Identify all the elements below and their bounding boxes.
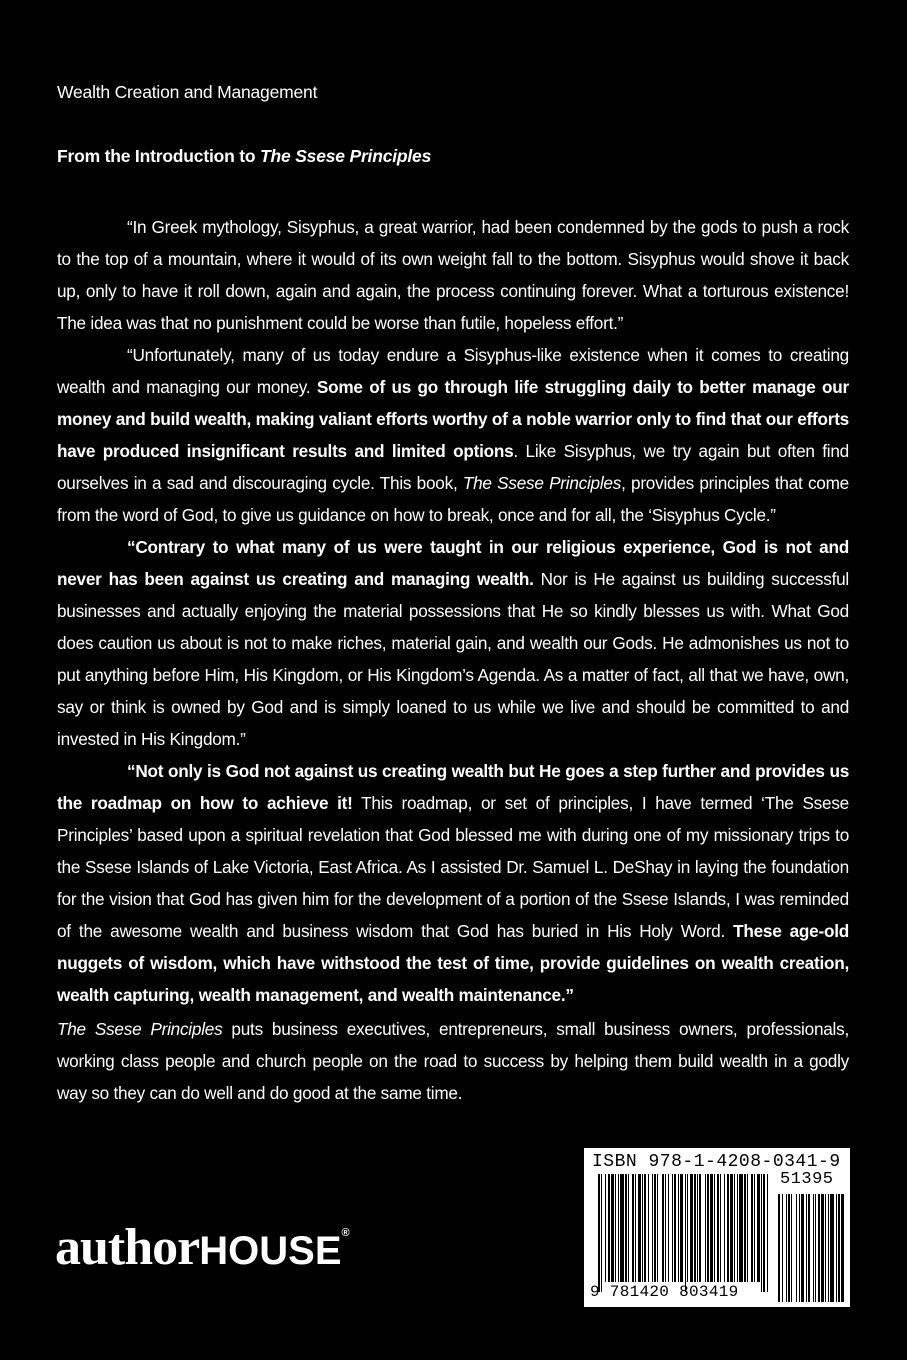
addon-stripe [806, 1194, 807, 1302]
barcode-stripe [697, 1174, 698, 1282]
barcode-stripe [665, 1174, 666, 1282]
barcode-stripe [710, 1174, 713, 1282]
category-label: Wealth Creation and Management [57, 82, 318, 102]
addon-stripe [778, 1194, 780, 1302]
addon-stripe [791, 1194, 792, 1302]
addon-stripe [821, 1194, 824, 1302]
barcode-stripe [714, 1174, 715, 1282]
intro-heading [57, 146, 431, 167]
addon-stripe [830, 1194, 834, 1302]
intro-heading-prefix: From the Introduction to [57, 146, 261, 166]
barcode-stripe [685, 1174, 686, 1292]
addon-stripe [799, 1194, 800, 1302]
paragraph-text: , provides principles that come from the word of God, to give us guidance on how to break, once and for all, the ‘Sisyphus Cycle.” [57, 473, 849, 525]
isbn-text: ISBN 978-1-4208-0341-9 [592, 1152, 841, 1172]
isbn-barcode [584, 1148, 850, 1307]
barcode-stripe [730, 1174, 733, 1282]
barcode-stripe [618, 1174, 619, 1282]
closing-paragraph [57, 1013, 849, 1109]
addon-stripe [801, 1194, 804, 1302]
addon-stripe [841, 1194, 844, 1302]
addon-stripe [828, 1194, 829, 1302]
barcode-stripe [608, 1174, 610, 1282]
barcode-stripe [680, 1174, 683, 1282]
barcode-stripe [632, 1174, 634, 1282]
barcode-stripe [737, 1174, 738, 1282]
barcode-stripe [694, 1174, 696, 1282]
ean-digits: 9 781420 803419 [590, 1283, 739, 1301]
barcode-stripe [757, 1174, 760, 1282]
barcode-stripe [642, 1174, 643, 1282]
barcode-stripe [747, 1174, 748, 1282]
addon-stripe [782, 1194, 783, 1302]
addon-stripe [815, 1194, 816, 1302]
addon-stripe [786, 1194, 787, 1302]
addon-stripe [796, 1194, 797, 1302]
registered-mark: ® [341, 1227, 349, 1239]
barcode-stripe [724, 1174, 725, 1282]
barcode-stripe [761, 1174, 762, 1292]
paragraph-text: This roadmap, or set of principles, I have termed ‘The Ssese Principles’ based upon a spiritual revelation that God blessed me with during one of my missionary trips to the Ssese Islands of Lake Victoria, East Africa. As I assisted Dr. Samuel L. DeShay in laying the foundation for the vision that God has given him for the development of a portion of the Ssese Islands, I was reminded of the awesome wealth and business wisdom that God has buried in His Holy Word. [57, 793, 849, 941]
barcode-stripe [662, 1174, 664, 1282]
quoted-introduction [57, 211, 849, 1011]
paragraph-text: “Unfortunately, many of us today endure a Sisyphus-like existence when it comes to creating wealth and managing our money. [57, 345, 849, 397]
barcode-stripe [648, 1174, 649, 1282]
barcode-stripe [654, 1174, 656, 1282]
barcode-stripe [615, 1174, 616, 1282]
barcode-stripe [620, 1174, 624, 1282]
publisher-logo [55, 1219, 349, 1276]
paragraph-bold-text: “Contrary to what many of us were taught in our religious experience, God is not and never has been against us creating and managing wealth. [57, 537, 849, 589]
paragraph-bold-text: Some of us go through life struggling daily to better manage our money and build wealth, making valiant efforts worthy of a noble warrior only to find that our efforts have produced insignificant results and limited options [57, 377, 849, 461]
addon-stripe [825, 1194, 826, 1302]
addon-stripe [788, 1194, 790, 1302]
barcode-stripe [652, 1174, 653, 1282]
paragraph-text: . Like Sisyphus, we try again but often find ourselves in a sad and discouraging cycle. This book, [57, 441, 849, 493]
barcode-stripe [668, 1174, 669, 1282]
barcode-stripe [605, 1174, 606, 1282]
barcode-stripe [657, 1174, 658, 1282]
barcode-stripe [705, 1174, 706, 1282]
paragraph-sisyphus-myth: “In Greek mythology, Sisyphus, a great warrior, had been condemned by the gods to push a rock to the top of a mountain, where it would of its own weight fall to the bottom. Sisyphus would shove it back up, only to have it roll down, again and again, the process continuing forever. What a torturous existence! The idea was that no punishment could be worse than futile, hopeless effort.” [57, 217, 849, 333]
barcode-stripe [644, 1174, 646, 1282]
book-title: The Ssese Principles [462, 473, 622, 493]
paragraph-god-and-wealth [57, 531, 849, 755]
barcode-stripe [767, 1174, 768, 1292]
barcode-stripe [625, 1174, 627, 1282]
barcode-stripe [601, 1174, 602, 1292]
barcode-stripe [754, 1174, 755, 1282]
closing-text: puts business executives, entrepreneurs, small business owners, professionals, working class people and church people on the road to success by helping them build wealth in a godly way so they can do well and do good at the same time. [57, 1019, 849, 1103]
price-code: 51395 [780, 1170, 834, 1189]
addon-stripe [818, 1194, 820, 1302]
barcode-stripe [744, 1174, 746, 1282]
barcode-stripe [717, 1174, 719, 1282]
barcode-stripe [635, 1174, 636, 1282]
barcode-stripe [751, 1174, 753, 1282]
addon-stripe [838, 1194, 840, 1302]
paragraph-roadmap [57, 755, 849, 1011]
barcode-stripe [690, 1174, 693, 1282]
barcode-stripe [734, 1174, 735, 1282]
logo-author-text: author [55, 1219, 200, 1276]
barcode-stripe [598, 1174, 600, 1292]
barcode-stripe [611, 1174, 614, 1282]
barcode-stripe [687, 1174, 688, 1282]
barcode-stripe [699, 1174, 701, 1282]
barcode-stripe [707, 1174, 709, 1282]
paragraph-text: Nor is He against us building successful businesses and actually enjoying the material possessions that He so kindly blesses us with. What God does caution us about is not to make riches, material gain, and wealth our Gods. He admonishes us not to put anything before Him, His Kingdom, or His Kingdom’s Agenda. As a matter of fact, all that we have, own, say or think is owned by God and is simply loaned to us while we live and should be committed to and invested in His Kingdom.” [57, 569, 849, 749]
addon-stripe [813, 1194, 814, 1302]
book-title: The Ssese Principles [57, 1019, 223, 1039]
closing-blurb [57, 1013, 849, 1109]
barcode-stripe [739, 1174, 743, 1282]
addon-stripe [808, 1194, 810, 1302]
barcode-stripe [720, 1174, 721, 1282]
addon-stripe [836, 1194, 837, 1302]
barcode-stripe [638, 1174, 641, 1282]
paragraph-sisyphus-existence [57, 339, 849, 531]
paragraph-bold-text: These age-old nuggets of wisdom, which have withstood the test of time, provide guidelines on wealth creation, wealth capturing, wealth management, and wealth maintenance.” [57, 921, 849, 1005]
barcode-stripe [628, 1174, 629, 1282]
logo-house-text: HOUSE [199, 1229, 342, 1273]
paragraph-bold-text: “Not only is God not against us creating wealth but He goes a step further and provides us the roadmap on how to achieve it! [57, 761, 849, 813]
barcode-stripe [678, 1174, 679, 1282]
intro-heading-title: The Ssese Principles [260, 146, 432, 166]
barcode-stripe [674, 1174, 676, 1282]
barcode-stripe [763, 1174, 765, 1292]
barcode-stripe [672, 1174, 673, 1282]
barcode-stripe [727, 1174, 729, 1282]
